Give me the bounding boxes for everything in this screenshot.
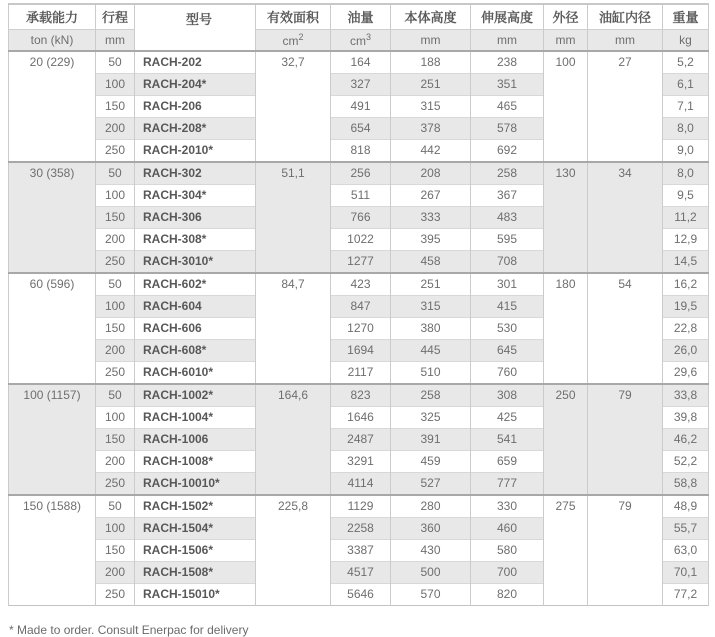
cell-body-height: 527: [391, 473, 471, 496]
cell-oil-volume: 1129: [331, 495, 391, 518]
cell-body-height: 445: [391, 340, 471, 362]
cell-extended-height: 700: [471, 562, 544, 584]
cell-weight: 9,0: [663, 140, 709, 163]
cell-body-height: 315: [391, 96, 471, 118]
cell-stroke: 100: [96, 185, 135, 207]
cell-outer-diameter: 100: [544, 51, 588, 162]
cell-model: RACH-1506*: [135, 540, 256, 562]
col-unit-outer-diameter: mm: [544, 29, 588, 51]
cell-stroke: 250: [96, 584, 135, 606]
cell-extended-height: 760: [471, 362, 544, 385]
capacity-group-3: [9, 384, 709, 495]
cell-oil-volume: 3291: [331, 451, 391, 473]
cell-body-height: 391: [391, 429, 471, 451]
cell-extended-height: 258: [471, 162, 544, 185]
cell-stroke: 50: [96, 162, 135, 185]
cell-extended-height: 595: [471, 229, 544, 251]
cell-extended-height: 351: [471, 74, 544, 96]
cell-body-height: 267: [391, 185, 471, 207]
col-unit-area: $cm^2$: [256, 29, 331, 51]
col-header-oil-volume: 油量: [331, 4, 391, 29]
cell-model: RACH-304*: [135, 185, 256, 207]
cell-stroke: 150: [96, 540, 135, 562]
cell-body-height: 459: [391, 451, 471, 473]
cell-bore: 79: [588, 384, 663, 495]
cell-area: 225,8: [256, 495, 331, 606]
cell-stroke: 150: [96, 318, 135, 340]
cell-model: RACH-15010*: [135, 584, 256, 606]
cell-stroke: 200: [96, 340, 135, 362]
cell-oil-volume: 5646: [331, 584, 391, 606]
cell-stroke: 50: [96, 51, 135, 74]
cell-weight: 58,8: [663, 473, 709, 496]
cell-extended-height: 330: [471, 495, 544, 518]
cell-weight: 39,8: [663, 407, 709, 429]
cell-extended-height: 580: [471, 540, 544, 562]
cell-weight: 16,2: [663, 273, 709, 296]
cell-weight: 26,0: [663, 340, 709, 362]
cell-extended-height: 530: [471, 318, 544, 340]
cell-extended-height: 367: [471, 185, 544, 207]
cell-extended-height: 425: [471, 407, 544, 429]
cell-weight: 9,5: [663, 185, 709, 207]
cell-stroke: 150: [96, 207, 135, 229]
cell-outer-diameter: 250: [544, 384, 588, 495]
cell-model: RACH-1508*: [135, 562, 256, 584]
capacity-group-2: [9, 273, 709, 384]
cell-model: RACH-6010*: [135, 362, 256, 385]
spec-table: [8, 3, 709, 606]
col-header-outer-diameter: 外径: [544, 4, 588, 29]
cell-capacity: 100 (1157): [9, 384, 96, 495]
cell-weight: 48,9: [663, 495, 709, 518]
cell-weight: 33,8: [663, 384, 709, 407]
col-unit-body-height: mm: [391, 29, 471, 51]
cell-weight: 6,1: [663, 74, 709, 96]
cell-body-height: 258: [391, 384, 471, 407]
cell-extended-height: 541: [471, 429, 544, 451]
cell-weight: 70,1: [663, 562, 709, 584]
cell-model: RACH-302: [135, 162, 256, 185]
cell-model: RACH-306: [135, 207, 256, 229]
col-unit-capacity: ton (kN): [9, 29, 96, 51]
cell-extended-height: 415: [471, 296, 544, 318]
capacity-group-1: [9, 162, 709, 273]
cell-stroke: 100: [96, 518, 135, 540]
cell-body-height: 188: [391, 51, 471, 74]
cell-stroke: 100: [96, 407, 135, 429]
spec-row: [9, 495, 709, 518]
cell-model: RACH-2010*: [135, 140, 256, 163]
cell-weight: 77,2: [663, 584, 709, 606]
cell-stroke: 200: [96, 451, 135, 473]
cell-body-height: 315: [391, 296, 471, 318]
cell-extended-height: 301: [471, 273, 544, 296]
cell-bore: 79: [588, 495, 663, 606]
cell-extended-height: 483: [471, 207, 544, 229]
col-unit-oil-volume: $cm^3$: [331, 29, 391, 51]
cell-extended-height: 777: [471, 473, 544, 496]
cell-capacity: 60 (596): [9, 273, 96, 384]
cell-area: 32,7: [256, 51, 331, 162]
cell-stroke: 250: [96, 362, 135, 385]
cell-weight: 63,0: [663, 540, 709, 562]
cell-outer-diameter: 275: [544, 495, 588, 606]
cell-extended-height: 308: [471, 384, 544, 407]
col-header-area: 有效面积: [256, 4, 331, 29]
cell-stroke: 250: [96, 251, 135, 274]
cell-stroke: 150: [96, 429, 135, 451]
cell-model: RACH-204*: [135, 74, 256, 96]
cell-weight: 8,0: [663, 162, 709, 185]
cell-oil-volume: 3387: [331, 540, 391, 562]
cell-oil-volume: 847: [331, 296, 391, 318]
cell-weight: 7,1: [663, 96, 709, 118]
cell-oil-volume: 2258: [331, 518, 391, 540]
cell-model: RACH-608*: [135, 340, 256, 362]
col-unit-bore: mm: [588, 29, 663, 51]
cell-oil-volume: 511: [331, 185, 391, 207]
cell-extended-height: 578: [471, 118, 544, 140]
cell-body-height: 395: [391, 229, 471, 251]
cell-extended-height: 645: [471, 340, 544, 362]
cell-body-height: 458: [391, 251, 471, 274]
cell-oil-volume: 823: [331, 384, 391, 407]
cell-weight: 52,2: [663, 451, 709, 473]
cell-body-height: 378: [391, 118, 471, 140]
cell-oil-volume: 4114: [331, 473, 391, 496]
cell-weight: 5,2: [663, 51, 709, 74]
spec-row: [9, 384, 709, 407]
cell-oil-volume: 256: [331, 162, 391, 185]
cell-oil-volume: 1270: [331, 318, 391, 340]
col-unit-extended-height: mm: [471, 29, 544, 51]
cell-stroke: 200: [96, 229, 135, 251]
cell-body-height: 500: [391, 562, 471, 584]
spec-row: [9, 273, 709, 296]
cell-stroke: 50: [96, 495, 135, 518]
cell-stroke: 250: [96, 140, 135, 163]
cell-oil-volume: 1646: [331, 407, 391, 429]
cell-model: RACH-602*: [135, 273, 256, 296]
col-header-model: 型号: [135, 4, 256, 51]
cell-oil-volume: 766: [331, 207, 391, 229]
cell-stroke: 200: [96, 118, 135, 140]
cell-model: RACH-1502*: [135, 495, 256, 518]
footnote: * Made to order. Consult Enerpac for delivery: [9, 623, 249, 637]
cell-oil-volume: 2117: [331, 362, 391, 385]
cell-oil-volume: 4517: [331, 562, 391, 584]
cell-body-height: 333: [391, 207, 471, 229]
spec-table-header: [9, 4, 709, 51]
cell-body-height: 380: [391, 318, 471, 340]
cell-body-height: 325: [391, 407, 471, 429]
cell-oil-volume: 818: [331, 140, 391, 163]
cell-area: 84,7: [256, 273, 331, 384]
cell-body-height: 251: [391, 74, 471, 96]
col-header-capacity: 承载能力: [9, 4, 96, 29]
cell-oil-volume: 1022: [331, 229, 391, 251]
cell-weight: 14,5: [663, 251, 709, 274]
cell-model: RACH-604: [135, 296, 256, 318]
cell-model: RACH-308*: [135, 229, 256, 251]
cell-stroke: 50: [96, 273, 135, 296]
cell-extended-height: 465: [471, 96, 544, 118]
cell-model: RACH-1004*: [135, 407, 256, 429]
cell-stroke: 250: [96, 473, 135, 496]
cell-oil-volume: 654: [331, 118, 391, 140]
cell-extended-height: 692: [471, 140, 544, 163]
cell-stroke: 100: [96, 296, 135, 318]
cell-stroke: 200: [96, 562, 135, 584]
cell-outer-diameter: 180: [544, 273, 588, 384]
cell-bore: 54: [588, 273, 663, 384]
cell-stroke: 50: [96, 384, 135, 407]
cell-extended-height: 238: [471, 51, 544, 74]
cell-weight: 22,8: [663, 318, 709, 340]
spec-row: [9, 162, 709, 185]
cell-model: RACH-208*: [135, 118, 256, 140]
cell-body-height: 251: [391, 273, 471, 296]
cell-model: RACH-1002*: [135, 384, 256, 407]
cell-body-height: 570: [391, 584, 471, 606]
cell-body-height: 360: [391, 518, 471, 540]
cell-extended-height: 460: [471, 518, 544, 540]
cell-capacity: 150 (1588): [9, 495, 96, 606]
cell-weight: 29,6: [663, 362, 709, 385]
cell-model: RACH-206: [135, 96, 256, 118]
cell-oil-volume: 1277: [331, 251, 391, 274]
col-header-bore: 油缸内径: [588, 4, 663, 29]
col-header-body-height: 本体高度: [391, 4, 471, 29]
cell-oil-volume: 1694: [331, 340, 391, 362]
cell-bore: 34: [588, 162, 663, 273]
cell-area: 164,6: [256, 384, 331, 495]
cell-area: 51,1: [256, 162, 331, 273]
cell-weight: 11,2: [663, 207, 709, 229]
col-unit-weight: kg: [663, 29, 709, 51]
cell-body-height: 510: [391, 362, 471, 385]
cell-body-height: 208: [391, 162, 471, 185]
cell-model: RACH-3010*: [135, 251, 256, 274]
cell-bore: 27: [588, 51, 663, 162]
cell-weight: 12,9: [663, 229, 709, 251]
col-unit-stroke: mm: [96, 29, 135, 51]
cell-weight: 19,5: [663, 296, 709, 318]
cell-model: RACH-10010*: [135, 473, 256, 496]
col-header-weight: 重量: [663, 4, 709, 29]
col-header-extended-height: 伸展高度: [471, 4, 544, 29]
cell-oil-volume: 423: [331, 273, 391, 296]
cell-body-height: 280: [391, 495, 471, 518]
cell-weight: 8,0: [663, 118, 709, 140]
cell-model: RACH-1006: [135, 429, 256, 451]
cell-body-height: 430: [391, 540, 471, 562]
cell-weight: 46,2: [663, 429, 709, 451]
cell-stroke: 150: [96, 96, 135, 118]
cell-extended-height: 659: [471, 451, 544, 473]
cell-weight: 55,7: [663, 518, 709, 540]
cell-model: RACH-1008*: [135, 451, 256, 473]
cell-capacity: 20 (229): [9, 51, 96, 162]
spec-row: [9, 51, 709, 74]
cell-model: RACH-1504*: [135, 518, 256, 540]
cell-oil-volume: 164: [331, 51, 391, 74]
cell-model: RACH-606: [135, 318, 256, 340]
cell-oil-volume: 327: [331, 74, 391, 96]
cell-oil-volume: 2487: [331, 429, 391, 451]
cell-outer-diameter: 130: [544, 162, 588, 273]
cell-model: RACH-202: [135, 51, 256, 74]
capacity-group-4: [9, 495, 709, 606]
col-header-stroke: 行程: [96, 4, 135, 29]
cell-body-height: 442: [391, 140, 471, 163]
cell-extended-height: 820: [471, 584, 544, 606]
cell-extended-height: 708: [471, 251, 544, 274]
cell-capacity: 30 (358): [9, 162, 96, 273]
capacity-group-0: [9, 51, 709, 162]
cell-oil-volume: 491: [331, 96, 391, 118]
cell-stroke: 100: [96, 74, 135, 96]
